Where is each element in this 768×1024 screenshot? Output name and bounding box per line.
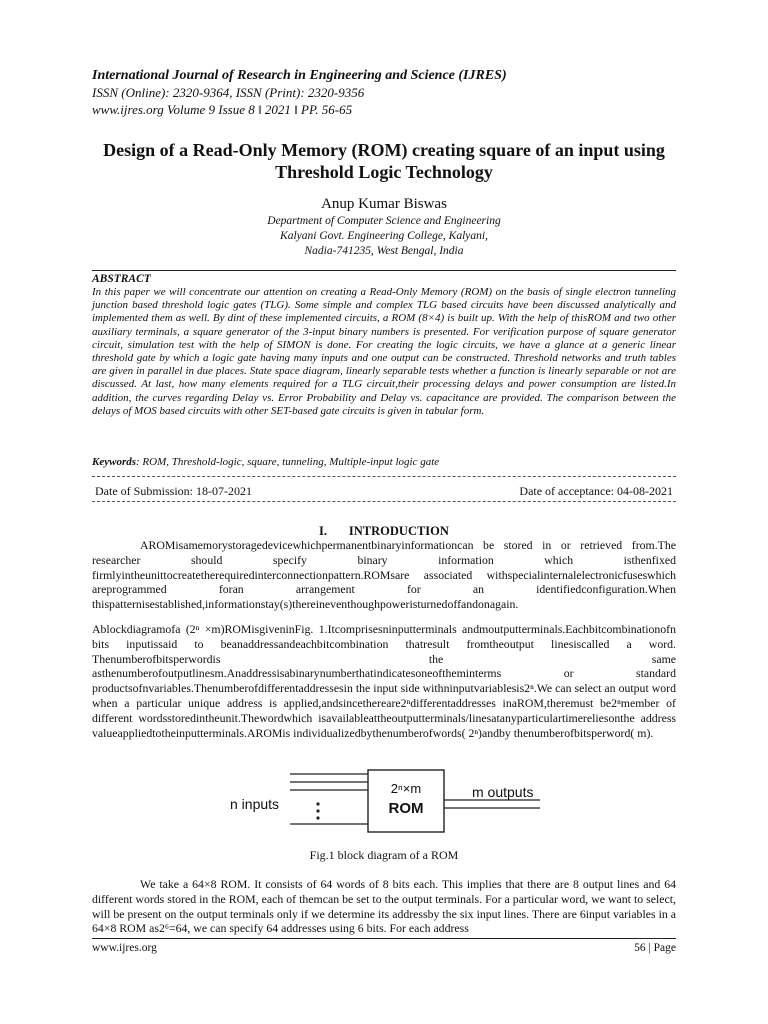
author-name: Anup Kumar Biswas [321, 196, 447, 212]
abstract-text: In this paper we will concentrate our attention on creating a Read-Only Memory (ROM) on the basis of single electron tunneling junction based threshold logic gates (TLG). Some simple and complex TLG based circuits have been discussed analytically and implemented them as well. By dint of these implemented circuits, a ROM (8×4) is built up. With the help of thisROM and two other auxiliary terminals, a square generator of the 3-input binary numbers is presented. For verification purpose of square generator circuit, simulation test with the help of SIMON is done. For creating the logic circuits, we have a glance at a generic linear threshold gate by which a logic gate having many inputs and one output can be constructed. Threshold networks and truth tables are given in parallel in due places. State space diagram, linearly separable tests whether a function is linearly separable or not are discussed. At last, how many elements required for a TLG circuit,their processing delays and power consumption are listed.In addition, the curves regarding Delay vs. Error Probability and Delay vs. capacitance are provided. The comparison between the delays of MOS based circuits with other SET-based gate circuits is given in tabular form. [92, 286, 676, 417]
abstract-heading: ABSTRACT [92, 273, 151, 285]
intro-paragraph-1: AROMisamemorystoragedevicewhichpermanentbinaryinformationcan be stored in or retrieved from.The researcher should specify binary information which isthenfixed firmlyintheunittocreatetherequiredinterconnectionpattern.ROMsare associated withspecialinternalelectronicfuseswhich areprogrammed foran arrangement for an identifiedconfiguration.When thispatternisestablished,informationstay(s)thereineventhoughpoweristurnedoffandonagain. [92, 538, 676, 612]
journal-volume: www.ijres.org Volume 9 Issue 8 ǁ 2021 ǁ PP. 56-65 [92, 102, 353, 117]
keywords [92, 456, 676, 468]
rom-box-size: 2ⁿ×m [390, 781, 422, 796]
dates-bottom-rule [92, 501, 676, 502]
rom-box-label: ROM [388, 800, 424, 817]
dates-top-rule [92, 476, 676, 477]
intro-paragraph-2: Ablockdiagramofa (2ⁿ ×m)ROMisgiveninFig. 1.Itcomprisesninputterminals andmoutputterminals.Eachbitcombinationofn bits inputissaid to beanaddressandeachbitcombination thatresult fromtheoutput linesiscalled a word. Thenumberofbitsperwordis the same asthenumberofoutputlinesm.Anaddressisabinarynumberthatindicatesoneoftheminterms or standard productsofnvariables.Thenumberofdifferentaddressesin the input side withninputvariablesis2ⁿ.We can select an output word when a particular unique address is applied,andsincethereare2ⁿdifferentaddresses inaROM,theremust be2ⁿmember of different wordsstoredintheunit.Thewordwhich isavailableattheoutputterminals/linesatanyparticulartimereliesonthe address valueappliedtotheinputterminals.AROMis individualizedbythenumberofwords( 2ⁿ)andby thenumberofbitsperword( m). [92, 622, 676, 740]
paper-title: Design of a Read-Only Memory (ROM) creating square of an input using Threshold Logic Technology [103, 140, 665, 182]
keywords-list: : ROM, Threshold-logic, square, tunneling, Multiple-input logic gate [136, 456, 440, 468]
affiliation-line: Kalyani Govt. Engineering College, Kalyani, [280, 230, 488, 242]
acceptance-date: Date of acceptance: 04-08-2021 [519, 484, 673, 498]
footer-site: www.ijres.org [92, 942, 157, 954]
footer-rule [92, 938, 676, 939]
ellipsis-dot [316, 816, 319, 819]
intro-paragraph-3: We take a 64×8 ROM. It consists of 64 words of 8 bits each. This implies that there are 8 output lines and 64 different words stored in the ROM, each of themcan be set to the output terminals. For a particular word, we want to select, will be present on the output terminals only if we determine its addressby the six input lines. There are 6input variables in a 64×8 ROM as2⁶=64, we can specify 64 addresses using 6 bits. For each address [92, 877, 676, 936]
journal-name: International Journal of Research in Engineering and Science (IJRES) [92, 68, 507, 83]
outputs-label: m outputs [472, 784, 534, 800]
ellipsis-dot [316, 802, 319, 805]
section-heading-text: I. INTRODUCTION [319, 524, 449, 538]
footer-page-number: 56 | Page [634, 942, 676, 954]
journal-issn: ISSN (Online): 2320-9364, ISSN (Print): 2320-9356 [92, 85, 365, 100]
ellipsis-dot [316, 809, 319, 812]
figure-caption: Fig.1 block diagram of a ROM [309, 848, 459, 862]
affiliation-line: Nadia-741235, West Bengal, India [304, 245, 464, 257]
affiliation-line: Department of Computer Science and Engineering [267, 215, 501, 227]
rom-block-diagram [210, 768, 550, 838]
author-affiliation [92, 214, 676, 259]
section-heading [92, 524, 676, 539]
inputs-label: n inputs [230, 796, 280, 812]
keywords-label: Keywords [92, 456, 136, 468]
abstract-top-rule [92, 270, 676, 271]
submission-date: Date of Submission: 18-07-2021 [95, 484, 252, 498]
